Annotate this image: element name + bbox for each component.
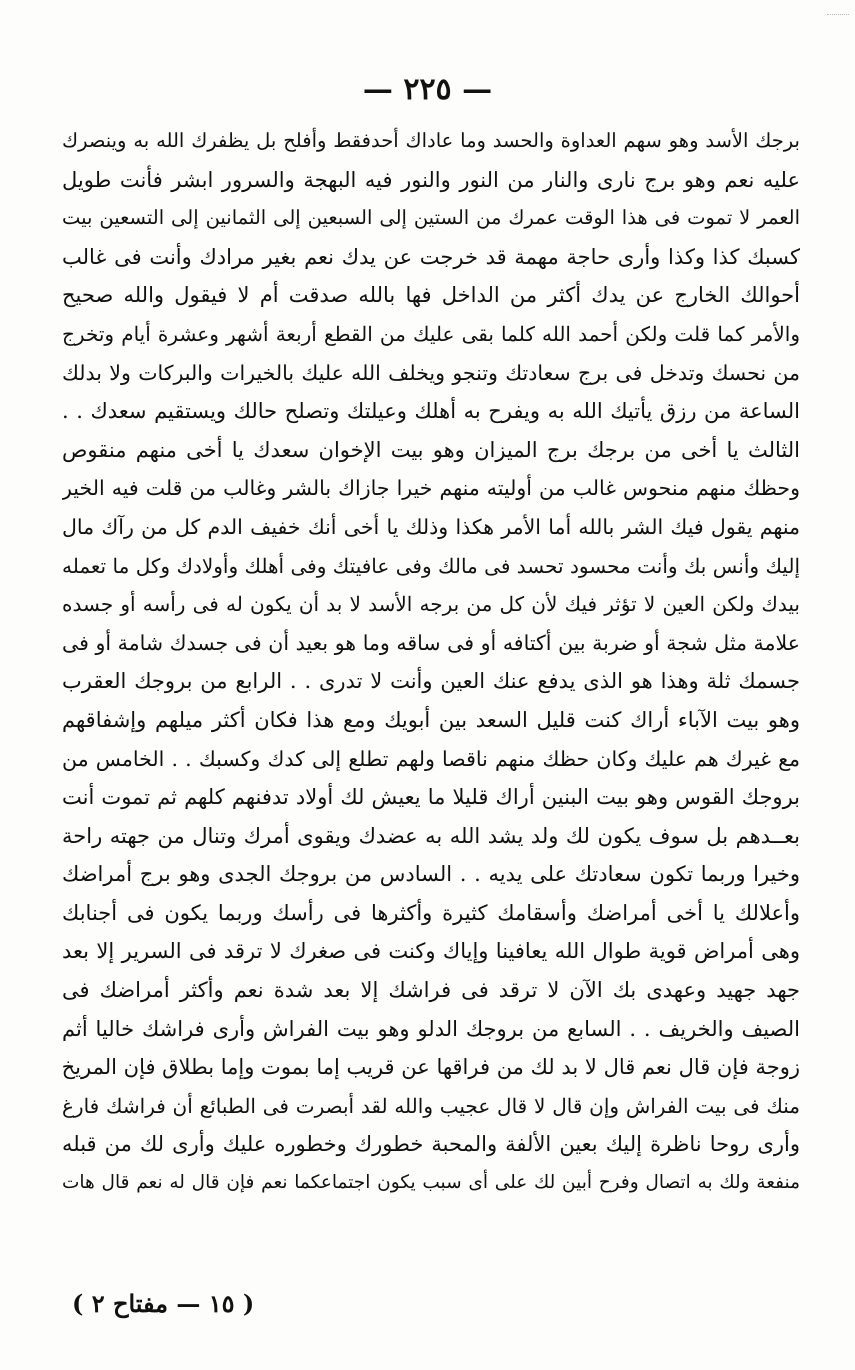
text-line: الساعة من رزق يأتيك الله به ويفرح به أهلك وعيلتك وتصلح حالك ويستقيم سعدك . . [62,399,800,424]
text-line: وهو بيت الآباء أراك كنت قليل السعد بين أبويك ومع هذا فكان أكثر ميلهم وإشفاقهم [62,707,800,732]
text-line: والأمر كما قلت ولكن أحمد الله كلما بقى عليك من القطع أربعة أشهر وعشرة أيام وتخرج [62,321,800,346]
page-edge-speckle [827,14,849,25]
text-line: الثالث يا أخى من برجك برج الميزان وهو بيت الإخوان سعدك يا أخى منهم منقوص [62,437,800,462]
text-line: علامة مثل شجة أو ضربة بين أكتافه أو فى ساقه وما هو بعيد أن فى جسدك شامة أو فى [62,630,800,655]
text-line: الصيف والخريف . . السابع من بروجك الدلو وهو بيت الفراش وأرى فراشك خاليا أثم [62,1016,800,1041]
text-line: منهم يقول فيك الشر بالله أما الأمر هكذا وذلك يا أخى أنك خفيف الدم كل من رآك مال [62,514,800,539]
text-line: منفعة ولك به اتصال وفرح أبين لك على أى سبب يكون اجتماعكما نعم فإن قال له نعم قال هات [62,1172,800,1194]
text-line: جسمك ثلة وهذا هو الذى يدفع عنك العين وأنت لا تدرى . . الرابع من بروجك العقرب [62,669,800,694]
text-line: من نحسك وتدخل فى برج سعادتك وتنجو ويخلف الله عليك بالخيرات والبركات ولا بدلك [62,360,800,385]
text-line: بعــدهم بل سوف يكون لك ولد يشد الله به عضدك ويقوى أمرك وتنال من جهته راحة [62,823,800,848]
text-line: مع غيرك هم عليك وكان حظك منهم ناقصا ولهم تطلع إلى كدك وكسبك . . الخامس من [62,746,800,771]
text-line: زوجة فإن قال نعم قال لا بد لك من فراقها عن قريب إما بموت وإما بطلاق فإن المريخ [62,1055,800,1080]
text-line: وأعلالك يا أخى أمراضك وأسقامك كثيرة وأكثرها فى رأسك وربما يكون فى أجنابك [62,900,800,925]
text-line: وخيرا وربما تكون سعادتك على يديه . . السادس من بروجك الجدى وهو برج أمراضك [62,862,800,887]
text-line: جهد جهيد وعهدى بك الآن لا ترقد فى فراشك إلا بعد شدة نعم وأكثر أمراضك فى [62,978,800,1003]
text-line: العمر لا تموت فى هذا الوقت عمرك من الستين إلى السبعين إلى الثمانين إلى التسعين بيت [62,206,800,230]
text-line: كسبك كذا وكذا وأرى حاجة مهمة قد خرجت عن يدك نعم بغير مرادك وأنت فى غالب [62,244,800,269]
text-line: وحظك منهم منحوس غالب من أوليته منهم خيرا جازاك بالشر وغالب من قلت فيه الخير [62,476,800,501]
body-text [62,122,800,1203]
text-line: أحوالك الخارج عن يدك أكثر من الداخل فها بالله صدقت أم لا فيقول والله صحيح [62,283,800,308]
text-line: وأرى روحا ناظرة إليك بعين الألفة والمحبة خطورك وخطوره عليك وأرى لك من قبله [62,1132,800,1157]
text-line: عليه نعم وهو برج نارى والنار من النور والنور فيه البهجة والسرور ابشر فأنت طويل [62,167,800,192]
text-line: بيدك ولكن العين لا تؤثر فيك لأن كل من برجه الأسد لا بد أن يكون له فى رأسه أو جسده [62,592,800,617]
text-line: منك فى بيت الفراش وإن قال لا قال عجيب والله لقد أبصرت فى الطبائع أن فراشك فارغ [62,1093,800,1118]
printer-signature: ( ١٥ — مفتاح ٢ ) [72,1289,255,1318]
text-line: برجك الأسد وهو سهم العداوة والحسد وما عاداك أحدفقط وأفلح بل يظفرك الله به وينصرك [62,129,800,152]
text-line: وهى أمراض قوية طوال الله يعافينا وإياك وكنت فى صغرك لا ترقد فى السرير إلا بعد [62,939,800,964]
text-line: إليك وأنس بك وأنت محسود تحسد فى مالك وفى عافيتك وفى أهلك وأولادك وكل ما تعمله [62,553,800,578]
page-number: — ٢٢٥ — [362,72,493,107]
text-line: بروجك القوس وهو بيت البنين أراك قليلا ما يعيش لك أولاد تدفنهم كلهم ثم تموت أنت [62,785,800,810]
